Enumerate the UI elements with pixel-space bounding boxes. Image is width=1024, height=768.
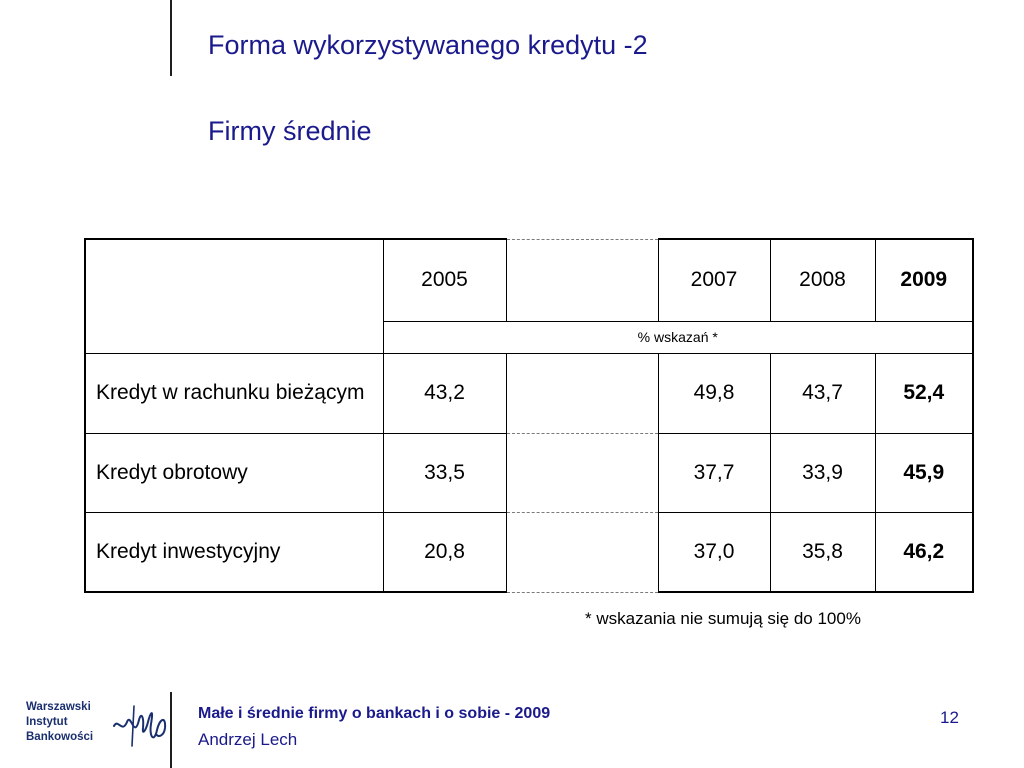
table-cell: 43,7 [770,353,875,433]
footer-title: Małe i średnie firmy o bankach i o sobie - 2009 [198,705,551,722]
table-cell: 35,8 [770,512,875,592]
year-header-row [85,239,973,321]
institute-logo [26,700,166,750]
table-cell-empty [506,353,658,433]
footer-author: Andrzej Lech [198,730,298,749]
table-cell-empty [506,512,658,592]
logo-wordmark: Warszawski Instytut Bankowości [26,701,94,743]
table-cell: 37,7 [658,433,770,512]
table-cell-highlight: 52,4 [875,353,973,433]
year-header-2007: 2007 [658,239,770,321]
table-cell: 37,0 [658,512,770,592]
year-header-2009: 2009 [875,239,973,321]
table-cell: 43,2 [383,353,506,433]
slide-title: Forma wykorzystywanego kredytu -2 [208,30,648,60]
row-label: Kredyt obrotowy [85,433,383,512]
footnote: * wskazania nie sumują się do 100% [585,609,861,628]
year-header-2005: 2005 [383,239,506,321]
table-cell: 20,8 [383,512,506,592]
row-label: Kredyt w rachunku bieżącym [85,353,383,433]
data-table [84,238,974,593]
unit-label: % wskazań * [383,321,973,353]
header-corner-cell [85,239,383,353]
table-cell: 33,9 [770,433,875,512]
table-cell-highlight: 46,2 [875,512,973,592]
table-cell-empty [506,433,658,512]
page-number: 12 [940,708,959,727]
table-row [85,512,973,592]
logo-signature-icon [110,700,170,750]
table-cell: 33,5 [383,433,506,512]
year-header-2008: 2008 [770,239,875,321]
table-cell: 49,8 [658,353,770,433]
top-divider [170,0,172,76]
table-cell-highlight: 45,9 [875,433,973,512]
year-header-empty [506,239,658,321]
footer-divider [170,692,172,768]
slide-subtitle: Firmy średnie [208,116,372,146]
row-label: Kredyt inwestycyjny [85,512,383,592]
table-row [85,353,973,433]
table-row [85,433,973,512]
